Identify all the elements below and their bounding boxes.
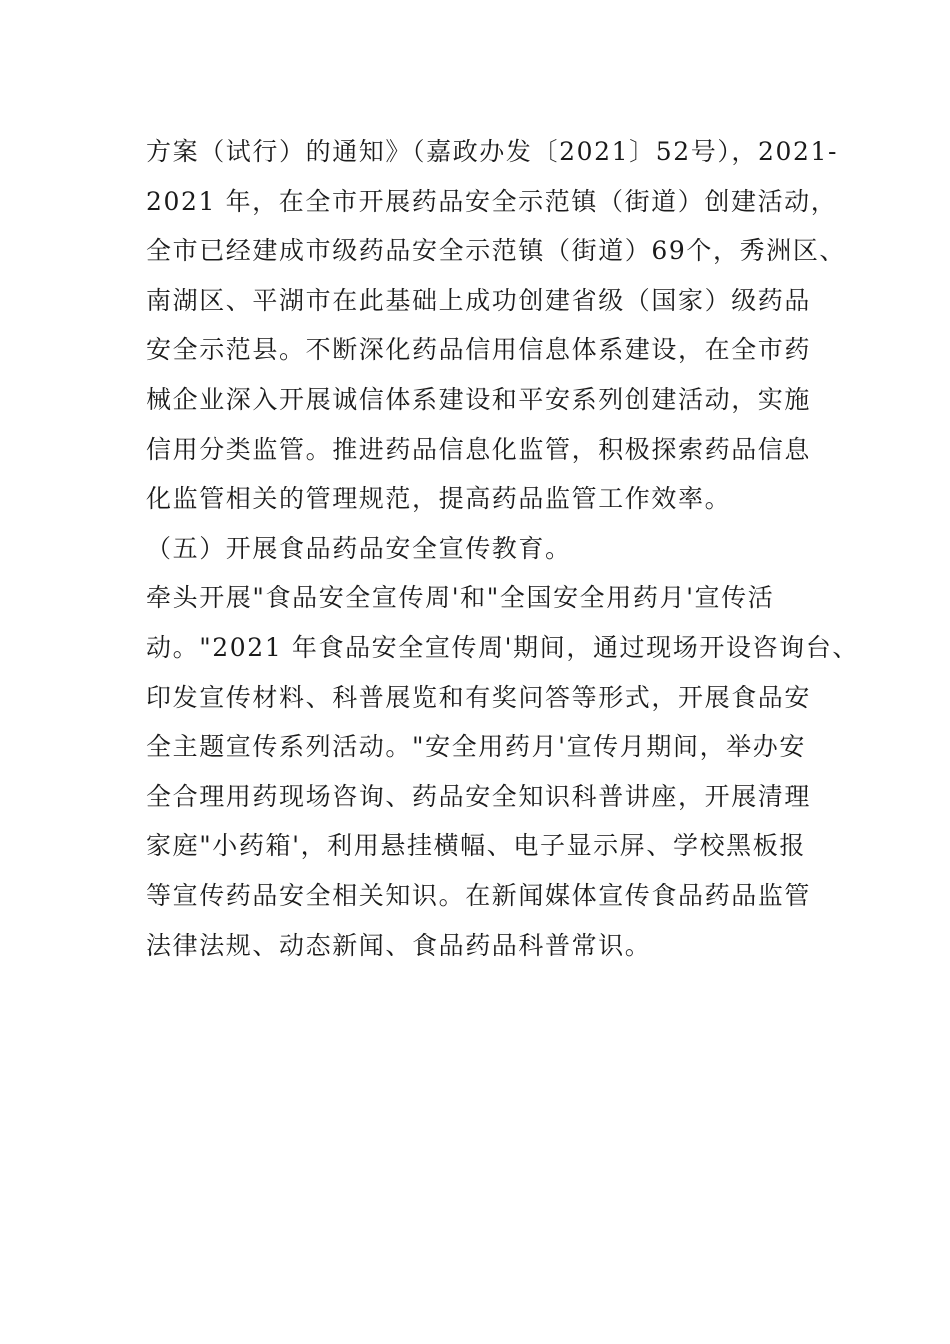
- text-line: 方案（试行）的通知》（嘉政办发〔2021〕52号），2021-: [146, 137, 839, 166]
- text-line: 化监管相关的管理规范，提高药品监管工作效率。: [146, 484, 732, 514]
- text-line: 牵头开展"食品安全宣传周'和"全国安全用药月'宣传活: [146, 583, 775, 613]
- text-line: 械企业深入开展诚信体系建设和平安系列创建活动，实施: [146, 384, 812, 414]
- text-line: 全主题宣传系列活动。"安全用药月'宣传月期间，举办安: [146, 732, 806, 762]
- text-line: 法律法规、动态新闻、食品药品科普常识。: [146, 930, 652, 960]
- body-text: [146, 132, 859, 975]
- text-line: 全市已经建成市级药品安全示范镇（街道）69个，秀洲区、: [146, 236, 847, 266]
- text-line: 印发宣传材料、科普展览和有奖问答等形式，开展食品安: [146, 682, 812, 712]
- text-line: 安全示范县。不断深化药品信用信息体系建设，在全市药: [146, 335, 812, 365]
- text-line: 信用分类监管。推进药品信息化监管，积极探索药品信息: [146, 434, 812, 464]
- text-line: 等宣传药品安全相关知识。在新闻媒体宣传食品药品监管: [146, 880, 812, 910]
- text-line: 南湖区、平湖市在此基础上成功创建省级（国家）级药品: [146, 285, 812, 315]
- section-heading: （五）开展食品药品安全宣传教育。: [146, 533, 572, 563]
- text-line: 2021 年，在全市开展药品安全示范镇（街道）创建活动，: [146, 186, 838, 216]
- text-line: 动。"2021 年食品安全宣传周'期间，通过现场开设咨询台、: [146, 632, 859, 662]
- text-line: 全合理用药现场咨询、药品安全知识科普讲座，开展清理: [146, 781, 812, 811]
- text-line: 家庭"小药箱'，利用悬挂横幅、电子显示屏、学校黑板报: [146, 831, 806, 861]
